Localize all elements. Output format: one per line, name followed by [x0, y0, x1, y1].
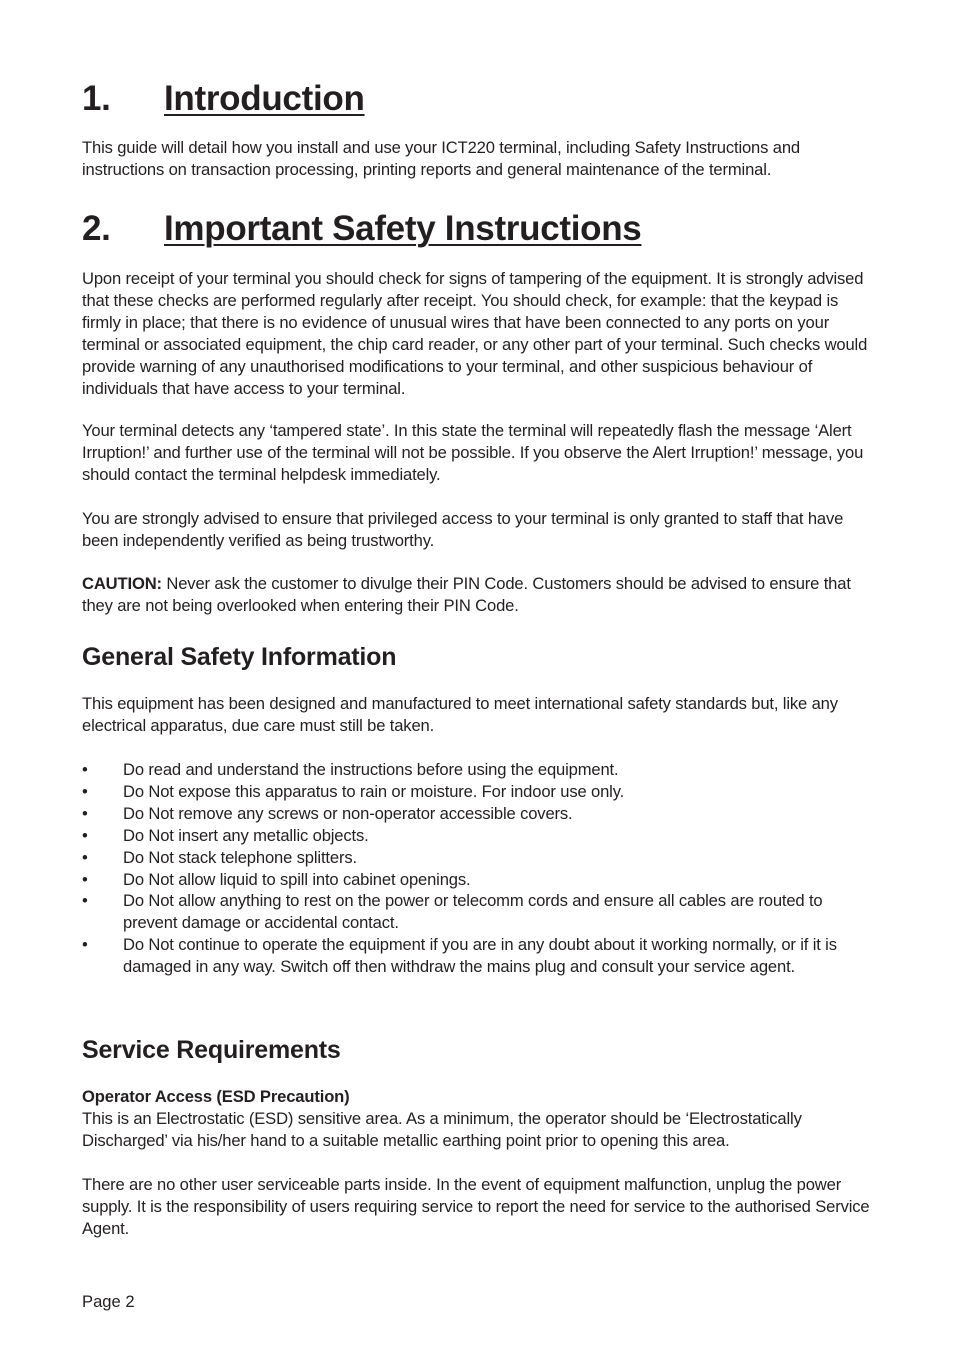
section-1-heading — [82, 81, 365, 116]
list-item — [82, 890, 876, 934]
intro-paragraph: This guide will detail how you install and use your ICT220 terminal, including Safety Instructions and instructions on transaction processing, printing reports and general maintenance of the terminal. — [82, 138, 800, 179]
service-paragraph: There are no other user serviceable parts inside. In the event of equipment malfunction, unplug the power supply. It is the responsibility of users requiring service to report the need for service to the authorised Service Agent. — [82, 1175, 870, 1238]
list-item — [82, 759, 876, 781]
list-item-text: Do Not continue to operate the equipment if you are in any doubt about it working normally, or if it is damaged in any way. Switch off then withdraw the mains plug and consult your service agent. — [123, 935, 837, 977]
list-item-text: Do Not insert any metallic objects. — [123, 825, 369, 845]
list-item — [82, 847, 876, 869]
page-number: Page 2 — [82, 1292, 135, 1311]
list-item-text: Do Not expose this apparatus to rain or moisture. For indoor use only. — [123, 781, 625, 801]
service-requirements-heading: Service Requirements — [82, 1036, 341, 1064]
bullet-icon: • — [82, 825, 88, 845]
bullet-icon: • — [82, 760, 88, 779]
bullet-icon: • — [82, 847, 88, 867]
caution-paragraph — [82, 573, 876, 617]
section-2-heading — [82, 211, 641, 246]
esd-subheading: Operator Access (ESD Precaution) — [82, 1087, 350, 1106]
caution-label: CAUTION: — [82, 574, 162, 593]
privileged-access-paragraph: You are strongly advised to ensure that privileged access to your terminal is only granted to staff that have been independently verified as being trustworthy. — [82, 509, 844, 550]
section-2-number: 2. — [82, 209, 111, 248]
caution-text: Never ask the customer to divulge their PIN Code. Customers should be advised to ensure that they are not being overlooked when entering their PIN Code. — [82, 574, 851, 615]
bullet-icon: • — [82, 781, 88, 801]
list-item — [82, 825, 876, 847]
section-1-number: 1. — [82, 79, 111, 118]
list-item — [82, 934, 876, 978]
list-item-text: Do Not stack telephone splitters. — [123, 847, 357, 867]
general-safety-intro: This equipment has been designed and manufactured to meet international safety standards but, like any electrical apparatus, due care must still be taken. — [82, 694, 838, 735]
list-item — [82, 803, 876, 825]
list-item-text: Do Not allow liquid to spill into cabinet openings. — [123, 869, 471, 889]
tampering-paragraph: Upon receipt of your terminal you should check for signs of tampering of the equipment. It is strongly advised that these checks are performed regularly after receipt. You should check, for example: that the keypad is firmly in place; that there is no evidence of unusual wires that have been connected to any ports on your terminal or associated equipment, the chip card reader, or any other part of your terminal. Such checks would provide warning of any unauthorised modifications to your terminal, and other suspicious behaviour of individuals that have access to your terminal. — [82, 269, 868, 398]
general-safety-heading: General Safety Information — [82, 643, 397, 671]
bullet-icon: • — [82, 803, 88, 823]
safety-bullet-list — [82, 759, 876, 978]
bullet-icon: • — [82, 935, 88, 955]
list-item — [82, 869, 876, 891]
section-1-title: Introduction — [164, 79, 365, 118]
bullet-icon: • — [82, 891, 88, 911]
bullet-icon: • — [82, 869, 88, 889]
list-item-text: Do Not remove any screws or non-operator accessible covers. — [123, 803, 573, 823]
tampered-state-paragraph: Your terminal detects any ‘tampered state’. In this state the terminal will repeatedly flash the message ‘Alert Irruption!’ and further use of the terminal will not be possible. If you observe the Alert Irruption!’ message, you should contact the terminal helpdesk immediately. — [82, 421, 864, 484]
esd-paragraph: This is an Electrostatic (ESD) sensitive area. As a minimum, the operator should be ‘Electrostatically Discharged’ via his/her hand to a suitable metallic earthing point prior to opening this area. — [82, 1109, 802, 1150]
list-item-text: Do read and understand the instructions before using the equipment. — [123, 760, 619, 779]
list-item-text: Do Not allow anything to rest on the power or telecomm cords and ensure all cables are routed to prevent damage or accidental contact. — [123, 891, 823, 933]
section-2-title: Important Safety Instructions — [164, 209, 642, 248]
list-item — [82, 781, 876, 803]
